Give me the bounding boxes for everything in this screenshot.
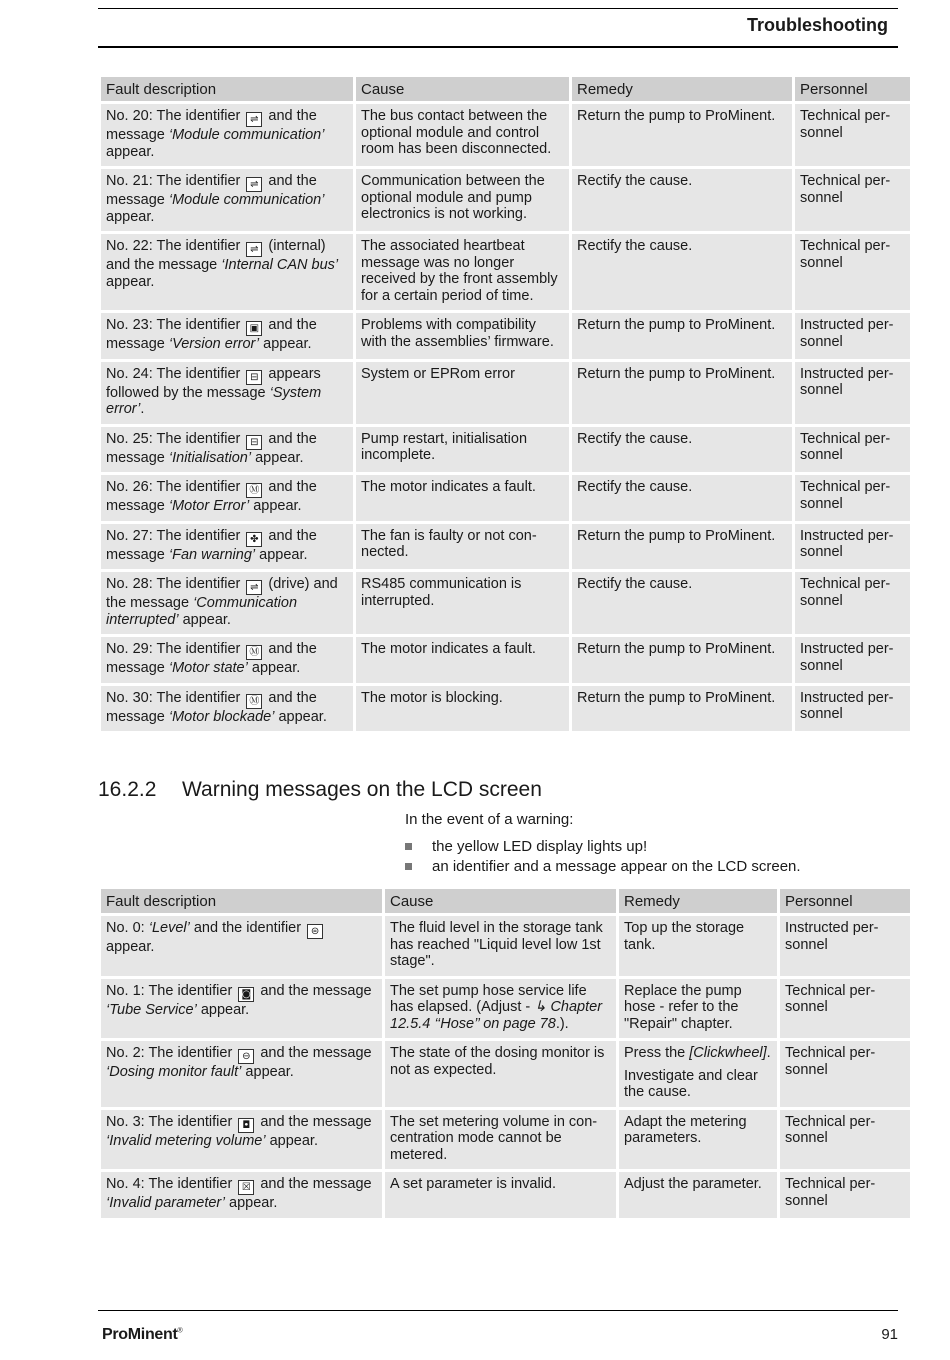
personnel-text: Instructed per-sonnel xyxy=(800,365,894,398)
cause-cell xyxy=(356,475,569,521)
tube-service-icon: ◙ xyxy=(238,987,254,1002)
fault-message: ‘Level’ xyxy=(148,920,190,936)
personnel-cell xyxy=(795,686,910,732)
page-number: 91 xyxy=(881,1326,898,1343)
fault-text: and the message xyxy=(106,108,317,143)
fault-text: No. 0: xyxy=(106,920,149,936)
fault-description-cell xyxy=(101,524,353,570)
cause-text: The state of the dosing monitor is not as expected. xyxy=(390,1045,605,1078)
fault-message: ‘Version error’ xyxy=(168,336,260,352)
table-header-row xyxy=(101,77,910,101)
fault-text: No. 24: The identifier xyxy=(106,365,245,382)
fault-description-cell xyxy=(101,1172,382,1218)
remedy-text: Press the xyxy=(624,1045,690,1061)
col-header-remedy: Remedy xyxy=(572,77,792,101)
personnel-cell xyxy=(795,362,910,424)
personnel-text: Instructed per-sonnel xyxy=(800,527,894,560)
section-number: 16.2.2 xyxy=(98,778,157,801)
fault-text: appear. xyxy=(251,449,304,466)
invalid-parameter-icon: ☒ xyxy=(238,1180,254,1195)
remedy-cell xyxy=(572,686,792,732)
remedy-text: Rectify the cause. xyxy=(577,430,693,447)
header-top-rule xyxy=(98,8,898,9)
section-heading xyxy=(98,778,542,802)
remedy-text: Top up the storage tank. xyxy=(624,920,745,953)
cause-text: Communication between the optional module and pump electronics is not working. xyxy=(361,173,545,222)
table-row xyxy=(101,1172,910,1218)
remedy-cell xyxy=(572,313,792,359)
remedy-text: Rectify the cause. xyxy=(577,238,693,254)
personnel-text: Technical per-sonnel xyxy=(800,430,891,463)
remedy-text: . xyxy=(766,1045,771,1061)
cause-cell xyxy=(356,362,569,424)
remedy-cell xyxy=(572,104,792,166)
bullet-list xyxy=(405,837,801,878)
warning-table xyxy=(98,886,913,1221)
fault-text: appear. xyxy=(274,708,327,725)
table-row xyxy=(101,427,910,473)
fault-text: appear. xyxy=(178,611,231,628)
logo-mark: ® xyxy=(177,1327,183,1335)
fault-text: appear. xyxy=(196,1001,250,1018)
fault-text: and the message xyxy=(106,173,317,208)
fault-text: and the message xyxy=(256,1176,372,1192)
fault-description-cell xyxy=(101,427,353,473)
remedy-text: Return the pump to ProMinent. xyxy=(577,317,776,333)
personnel-cell xyxy=(795,104,910,166)
fault-message: ‘Motor state’ xyxy=(168,660,248,676)
fault-text: and the identifier xyxy=(189,920,306,936)
table-header-row xyxy=(101,889,910,913)
fault-text: No. 22: The identifier xyxy=(106,238,245,254)
table-row xyxy=(101,234,910,310)
cause-text: The bus contact between the optional module and control room has been disconnected. xyxy=(361,108,552,157)
fault-text: appear. xyxy=(241,1064,294,1080)
dosing-monitor-icon: ⊖ xyxy=(238,1049,254,1064)
remedy-text: Adjust the parameter. xyxy=(624,1176,762,1192)
remedy-cell xyxy=(572,362,792,424)
table-row xyxy=(101,916,910,976)
personnel-text: Technical per-sonnel xyxy=(800,108,891,141)
fault-message: ‘Internal CAN bus’ xyxy=(221,257,339,273)
cause-cell xyxy=(356,313,569,359)
fault-text: No. 27: The identifier xyxy=(106,527,245,544)
remedy-text: Rectify the cause. xyxy=(577,576,693,592)
fault-description-cell xyxy=(101,1041,382,1107)
personnel-text: Technical per-sonnel xyxy=(800,238,891,271)
personnel-cell xyxy=(795,234,910,310)
fault-description-cell xyxy=(101,979,382,1039)
fault-text: No. 2: The identifier xyxy=(106,1045,237,1061)
remedy-cell xyxy=(572,637,792,683)
chapter-link: ↳ Chapter 12.5.4 ‘‘Hose’’ on page 78 xyxy=(390,999,603,1032)
personnel-cell xyxy=(795,637,910,683)
fault-text: and the message xyxy=(106,479,317,514)
personnel-text: Technical per-sonnel xyxy=(800,576,891,609)
cause-text: RS485 communication is interrupted. xyxy=(361,576,522,609)
remedy-text: Investigate and clear the cause. xyxy=(624,1067,758,1100)
cause-cell xyxy=(356,524,569,570)
fault-text: and the message xyxy=(256,1045,372,1061)
fault-text: No. 23: The identifier xyxy=(106,317,245,333)
cause-cell xyxy=(356,234,569,310)
table-row xyxy=(101,104,910,166)
footer-rule xyxy=(98,1310,898,1311)
cause-cell xyxy=(356,686,569,732)
cause-text: The motor is blocking. xyxy=(361,689,503,706)
personnel-text: Instructed per-sonnel xyxy=(785,920,879,953)
cause-cell xyxy=(356,572,569,634)
cause-text: The set metering volume in con-centration mode cannot be metered. xyxy=(390,1113,598,1163)
fault-description-cell xyxy=(101,362,353,424)
personnel-cell xyxy=(780,916,910,976)
fault-text: No. 21: The identifier xyxy=(106,173,245,189)
remedy-text: Return the pump to ProMinent. xyxy=(577,641,776,657)
fault-text: appear. xyxy=(106,939,155,955)
cause-text: The set pump hose service life has elapsed. (Adjust - xyxy=(390,982,587,1015)
fault-description-cell xyxy=(101,637,353,683)
remedy-cell xyxy=(619,916,777,976)
fault-text: and the message xyxy=(106,689,317,725)
cause-text: Pump restart, initialisation incomplete. xyxy=(361,430,528,463)
personnel-cell xyxy=(795,524,910,570)
table-row xyxy=(101,475,910,521)
cause-cell xyxy=(356,169,569,231)
fault-text: No. 3: The identifier xyxy=(106,1113,237,1130)
cause-text: The fan is faulty or not con-nected. xyxy=(361,527,537,560)
system-icon: ⊟ xyxy=(246,370,262,385)
personnel-cell xyxy=(795,169,910,231)
motor-icon: Ⓜ xyxy=(246,694,262,709)
fault-description-cell xyxy=(101,313,353,359)
personnel-text: Instructed per-sonnel xyxy=(800,641,894,674)
fault-text: . xyxy=(140,401,145,417)
remedy-text: Replace the pump hose - refer to the "Repair" chapter. xyxy=(624,982,742,1032)
section-intro xyxy=(405,810,801,878)
remedy-text: Return the pump to ProMinent. xyxy=(577,527,776,544)
col-header-remedy: Remedy xyxy=(619,889,777,913)
fault-description-cell xyxy=(101,686,353,732)
bus-connection-icon: ⇌ xyxy=(246,177,262,192)
bus-connection-icon: ⇌ xyxy=(246,580,262,595)
fault-description-cell xyxy=(101,104,353,166)
fault-text: No. 30: The identifier xyxy=(106,689,245,706)
remedy-cell xyxy=(572,524,792,570)
personnel-text: Technical per-sonnel xyxy=(785,1045,876,1078)
fault-text: No. 29: The identifier xyxy=(106,641,245,657)
remedy-text: Adapt the metering parameters. xyxy=(624,1113,747,1146)
remedy-cell xyxy=(619,1172,777,1218)
personnel-text: Instructed per-sonnel xyxy=(800,689,894,722)
remedy-text: Return the pump to ProMinent. xyxy=(577,689,776,706)
table-row xyxy=(101,572,910,634)
fault-text: appear. xyxy=(249,498,302,514)
fault-text: appear. xyxy=(106,143,155,160)
cause-cell xyxy=(385,916,616,976)
table-row xyxy=(101,1110,910,1170)
cause-text: Problems with compatibility with the assemblies’ firmware. xyxy=(361,317,554,350)
page-header-title: Troubleshooting xyxy=(747,15,888,35)
system-icon: ⊟ xyxy=(246,435,262,450)
personnel-cell xyxy=(795,313,910,359)
fault-text: appear. xyxy=(106,273,155,290)
personnel-cell xyxy=(780,1110,910,1170)
fault-message: ‘Invalid metering volume’ xyxy=(106,1132,266,1149)
fault-text: appear. xyxy=(255,546,308,563)
cause-text: The associated heartbeat message was no longer received by the front assembly for a certain period of time. xyxy=(361,238,558,304)
level-icon: ⊜ xyxy=(307,924,323,939)
section-title: Warning messages on the LCD screen xyxy=(182,778,542,801)
personnel-text: Instructed per-sonnel xyxy=(800,317,894,350)
table-row xyxy=(101,169,910,231)
fault-text: appear. xyxy=(106,208,155,225)
fault-message: ‘Module communication’ xyxy=(168,192,325,208)
remedy-cell xyxy=(619,1041,777,1107)
fault-text: (drive) and the message xyxy=(106,576,338,611)
cause-text: The motor indicates a fault. xyxy=(361,479,536,495)
table-row xyxy=(101,979,910,1039)
motor-icon: Ⓜ xyxy=(246,645,262,660)
personnel-cell xyxy=(780,1041,910,1107)
fault-text: No. 20: The identifier xyxy=(106,108,245,124)
col-header-cause: Cause xyxy=(385,889,616,913)
fault-text: appear. xyxy=(225,1195,278,1211)
fault-description-cell xyxy=(101,572,353,634)
fault-message: ‘Initialisation’ xyxy=(168,449,252,466)
fault-text: appear. xyxy=(259,336,312,352)
cause-text: System or EPRom error xyxy=(361,365,515,382)
fault-text: (internal) and the message xyxy=(106,238,326,273)
remedy-text: Return the pump to ProMinent. xyxy=(577,108,776,124)
remedy-text: Rectify the cause. xyxy=(577,173,693,189)
intro-text: In the event of a warning: xyxy=(405,811,574,828)
fault-text: appear. xyxy=(247,660,301,676)
fault-text: No. 28: The identifier xyxy=(106,576,245,592)
cause-text: A set parameter is invalid. xyxy=(390,1176,557,1192)
table-row xyxy=(101,637,910,683)
fault-message: ‘Fan warning’ xyxy=(168,546,256,563)
remedy-cell xyxy=(572,234,792,310)
cause-cell xyxy=(385,979,616,1039)
remedy-cell xyxy=(619,979,777,1039)
fault-text: and the message xyxy=(106,317,317,352)
personnel-cell xyxy=(795,427,910,473)
table-row xyxy=(101,686,910,732)
personnel-text: Technical per-sonnel xyxy=(800,173,891,206)
bullet-item: the yellow LED display lights up! xyxy=(405,837,801,858)
fault-table xyxy=(98,74,913,734)
remedy-cell xyxy=(572,475,792,521)
bus-connection-icon: ⇌ xyxy=(246,112,262,127)
fault-description-cell xyxy=(101,1110,382,1170)
fault-text: and the message xyxy=(106,641,317,676)
bus-connection-icon: ⇌ xyxy=(246,242,262,257)
personnel-text: Technical per-sonnel xyxy=(785,1176,876,1209)
fault-description-cell xyxy=(101,916,382,976)
table-row xyxy=(101,1041,910,1107)
fault-message: ‘System error’ xyxy=(106,384,322,417)
table-row xyxy=(101,313,910,359)
fault-description-cell xyxy=(101,169,353,231)
table-row xyxy=(101,524,910,570)
cause-cell xyxy=(356,104,569,166)
personnel-text: Technical per-sonnel xyxy=(785,1113,876,1146)
fault-text: and the message xyxy=(106,430,317,466)
col-header-fault: Fault description xyxy=(101,889,382,913)
cause-text: .). xyxy=(555,1015,569,1032)
table-row xyxy=(101,362,910,424)
fault-message: ‘Tube Service’ xyxy=(106,1001,197,1018)
motor-icon: Ⓜ xyxy=(246,483,262,498)
clickwheel-key: [Clickwheel] xyxy=(689,1045,767,1061)
prominent-logo xyxy=(102,1326,182,1344)
col-header-personnel: Personnel xyxy=(780,889,910,913)
cause-text: The fluid level in the storage tank has reached "Liquid level low 1st stage". xyxy=(390,920,603,969)
col-header-cause: Cause xyxy=(356,77,569,101)
fault-text: and the message xyxy=(256,1113,372,1130)
personnel-cell xyxy=(795,572,910,634)
fault-text: No. 26: The identifier xyxy=(106,479,245,495)
remedy-cell xyxy=(619,1110,777,1170)
fault-message: ‘Dosing monitor fault’ xyxy=(106,1064,242,1080)
personnel-cell xyxy=(780,979,910,1039)
fault-message: ‘Module communication’ xyxy=(168,127,325,143)
remedy-cell xyxy=(572,572,792,634)
fan-icon: ✤ xyxy=(246,532,262,547)
cause-text: The motor indicates a fault. xyxy=(361,641,536,657)
personnel-text: Technical per-sonnel xyxy=(785,982,876,1015)
fault-text: No. 1: The identifier xyxy=(106,982,237,999)
remedy-cell xyxy=(572,427,792,473)
fault-message: ‘Invalid parameter’ xyxy=(106,1195,226,1211)
fault-description-cell xyxy=(101,475,353,521)
personnel-cell xyxy=(780,1172,910,1218)
cause-cell xyxy=(385,1041,616,1107)
fault-message: ‘Motor Error’ xyxy=(168,498,250,514)
logo-text: ProMinent xyxy=(102,1326,178,1343)
fault-text: appear. xyxy=(265,1132,318,1149)
fault-text: and the message xyxy=(256,982,372,999)
cause-cell xyxy=(356,427,569,473)
col-header-personnel: Personnel xyxy=(795,77,910,101)
remedy-text: Rectify the cause. xyxy=(577,479,693,495)
remedy-cell xyxy=(572,169,792,231)
cause-cell xyxy=(356,637,569,683)
personnel-cell xyxy=(795,475,910,521)
fault-text: No. 25: The identifier xyxy=(106,430,245,447)
personnel-text: Technical per-sonnel xyxy=(800,479,891,512)
bullet-item: an identifier and a message appear on the LCD screen. xyxy=(405,857,801,878)
col-header-fault: Fault description xyxy=(101,77,353,101)
remedy-text: Return the pump to ProMinent. xyxy=(577,365,776,382)
version-icon: ▣ xyxy=(246,321,262,336)
fault-message: ‘Motor blockade’ xyxy=(168,708,275,725)
fault-text: No. 4: The identifier xyxy=(106,1176,237,1192)
header-bottom-rule xyxy=(98,46,898,48)
cause-cell xyxy=(385,1172,616,1218)
fault-message: ‘Communication interrupted’ xyxy=(106,595,298,628)
fault-description-cell xyxy=(101,234,353,310)
fault-text: appears followed by the message xyxy=(106,365,321,401)
fault-text: and the message xyxy=(106,527,317,563)
cause-cell xyxy=(385,1110,616,1170)
metering-volume-icon: ◘ xyxy=(238,1118,254,1133)
